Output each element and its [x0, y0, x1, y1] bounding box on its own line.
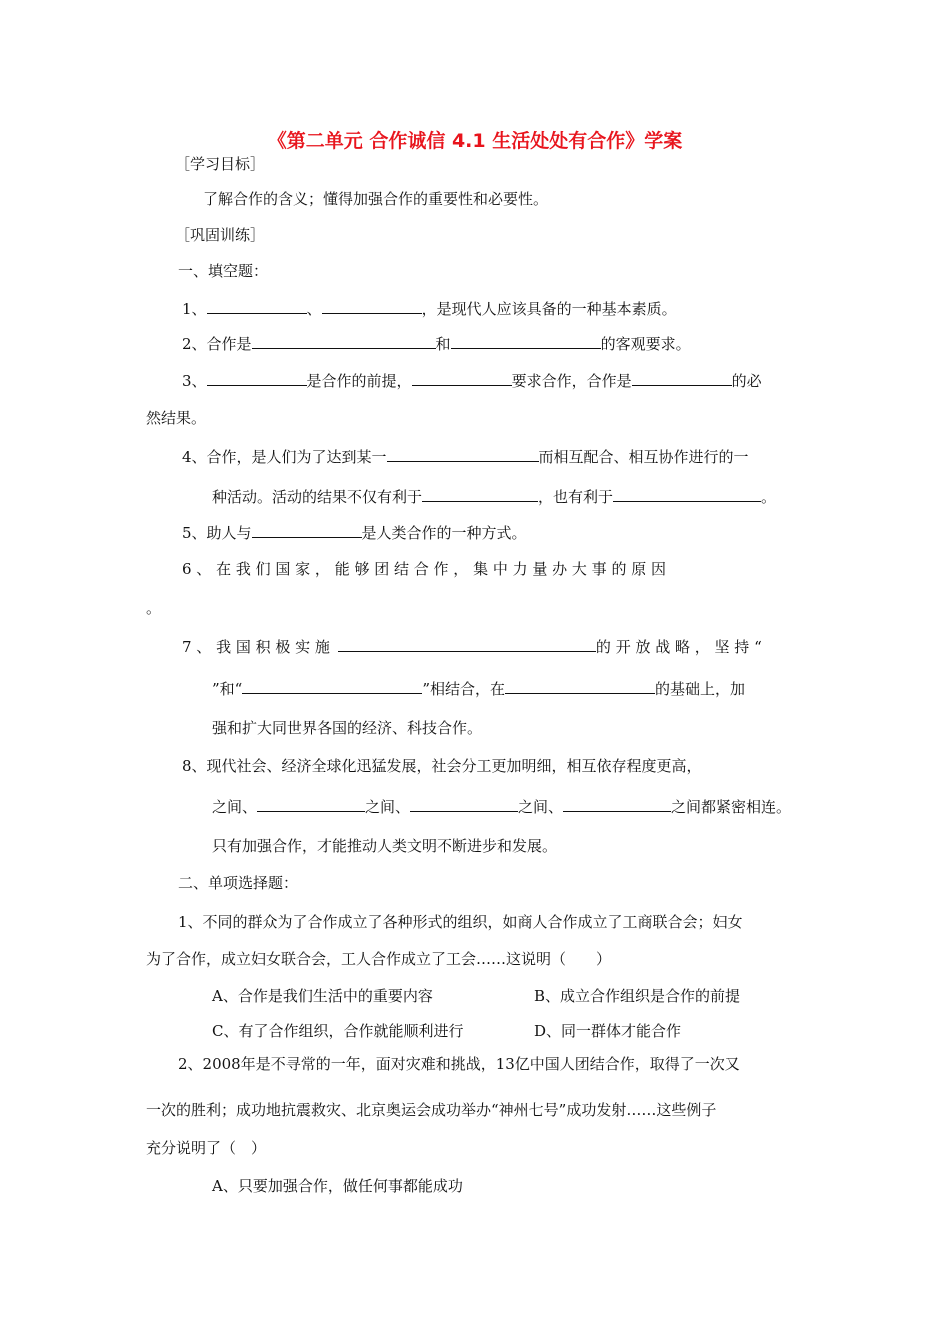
q8-text-b: 之间、	[518, 798, 564, 816]
objective-text: 了解合作的含义；懂得加强合作的重要性和必要性。	[203, 190, 549, 208]
mc2-option-a[interactable]: A、只要加强合作，做任何事都能成功	[212, 1177, 463, 1195]
answer-blank[interactable]	[387, 446, 539, 462]
q1-number: 1、	[182, 300, 207, 318]
mc2-stem-line1: 2、2008年是不寻常的一年，面对灾难和挑战，13亿中国人团结合作，取得了一次又	[178, 1055, 740, 1073]
question-2	[182, 333, 691, 354]
mc1-stem-line2: 为了合作，成立妇女联合会，工人合作成立了工会……这说明（ ）	[146, 950, 612, 968]
question-8: 8、现代社会、经济全球化迅猛发展，社会分工更加明细，相互依存程度更高，	[182, 757, 702, 775]
mc1-option-d[interactable]: D、同一群体才能合作	[534, 1022, 682, 1040]
practice-header: ［巩固训练］	[175, 226, 266, 244]
answer-blank[interactable]	[451, 333, 601, 349]
mc1-stem-line1: 1、不同的群众为了合作成立了各种形式的组织，如商人合作成立了工商联合会；妇女	[178, 913, 743, 931]
answer-blank[interactable]	[207, 370, 307, 386]
q5-tail: 是人类合作的一种方式。	[361, 524, 527, 542]
q7-text-c: 的基础上，加	[655, 680, 746, 698]
mc1-option-c[interactable]: C、有了合作组织，合作就能顺利进行	[212, 1022, 464, 1040]
section1-header: 一、填空题：	[178, 262, 269, 280]
q4-line2-head: 种活动。活动的结果不仅有利于	[212, 488, 423, 506]
q6-line2: 。	[146, 599, 162, 617]
q7-text-b: ”相结合，在	[422, 680, 506, 698]
answer-blank[interactable]	[252, 333, 436, 349]
q8-line3: 只有加强合作，才能推动人类文明不断进步和发展。	[212, 837, 558, 855]
q2-tail: 的客观要求。	[600, 335, 691, 353]
q3-text-b: 要求合作，合作是	[511, 372, 632, 390]
q7-text-a: 的 开 放 战 略 ， 坚 持 “	[595, 638, 762, 656]
objective-header: ［学习目标］	[175, 155, 266, 173]
q2-mid: 和	[435, 335, 451, 353]
question-5	[182, 522, 527, 543]
mc2-stem-line3: 充分说明了（ ）	[146, 1139, 267, 1157]
answer-blank[interactable]	[322, 298, 422, 314]
q7-head: 7 、 我 国 积 极 实 施	[182, 638, 330, 656]
question-6: 6 、 在 我 们 国 家 ， 能 够 团 结 合 作 ， 集 中 力 量 办 大 事 的 原 因	[182, 560, 666, 578]
answer-blank[interactable]	[242, 678, 422, 694]
q2-head: 2、合作是	[182, 335, 252, 353]
q4-text-b: ，也有利于	[538, 488, 614, 506]
page-title: 《第二单元 合作诚信 4.1 生活处处有合作》学案	[267, 130, 683, 152]
section2-header: 二、单项选择题：	[178, 874, 299, 892]
q8-line2	[212, 796, 791, 817]
q7-line2	[212, 678, 745, 699]
q4-text-a: 而相互配合、相互协作进行的一	[538, 448, 749, 466]
answer-blank[interactable]	[505, 678, 655, 694]
q7-line3: 强和扩大同世界各国的经济、科技合作。	[212, 719, 483, 737]
answer-blank[interactable]	[563, 796, 671, 812]
question-1	[182, 298, 677, 319]
q4-end: 。	[761, 488, 777, 506]
question-4	[182, 446, 749, 467]
answer-blank[interactable]	[613, 486, 761, 502]
q4-line2	[212, 486, 776, 507]
answer-blank[interactable]	[338, 636, 596, 652]
mc1-option-a[interactable]: A、合作是我们生活中的重要内容	[212, 987, 433, 1005]
q3-number: 3、	[182, 372, 207, 390]
mc1-option-b[interactable]: B、成立合作组织是合作的前提	[534, 987, 741, 1005]
q5-head: 5、助人与	[182, 524, 252, 542]
mc2-stem-line2: 一次的胜利；成功地抗震救灾、北京奥运会成功举办“神州七号”成功发射……这些例子	[146, 1101, 717, 1119]
q3-text-c: 的必	[731, 372, 762, 390]
q4-head: 4、合作，是人们为了达到某一	[182, 448, 387, 466]
answer-blank[interactable]	[410, 796, 518, 812]
q3-line2: 然结果。	[146, 409, 207, 427]
answer-blank[interactable]	[207, 298, 307, 314]
q8-text-c: 之间都紧密相连。	[671, 798, 792, 816]
q1-tail: ，是现代人应该具备的一种基本素质。	[421, 300, 677, 318]
q8-line2-head: 之间、	[212, 798, 258, 816]
answer-blank[interactable]	[412, 370, 512, 386]
question-3	[182, 370, 762, 391]
q7-line2-head: ”和“	[212, 680, 243, 698]
answer-blank[interactable]	[252, 522, 362, 538]
q3-text-a: 是合作的前提，	[306, 372, 412, 390]
answer-blank[interactable]	[632, 370, 732, 386]
q8-text-a: 之间、	[365, 798, 411, 816]
q1-separator: 、	[306, 300, 322, 318]
answer-blank[interactable]	[257, 796, 365, 812]
answer-blank[interactable]	[422, 486, 538, 502]
question-7	[182, 636, 762, 657]
